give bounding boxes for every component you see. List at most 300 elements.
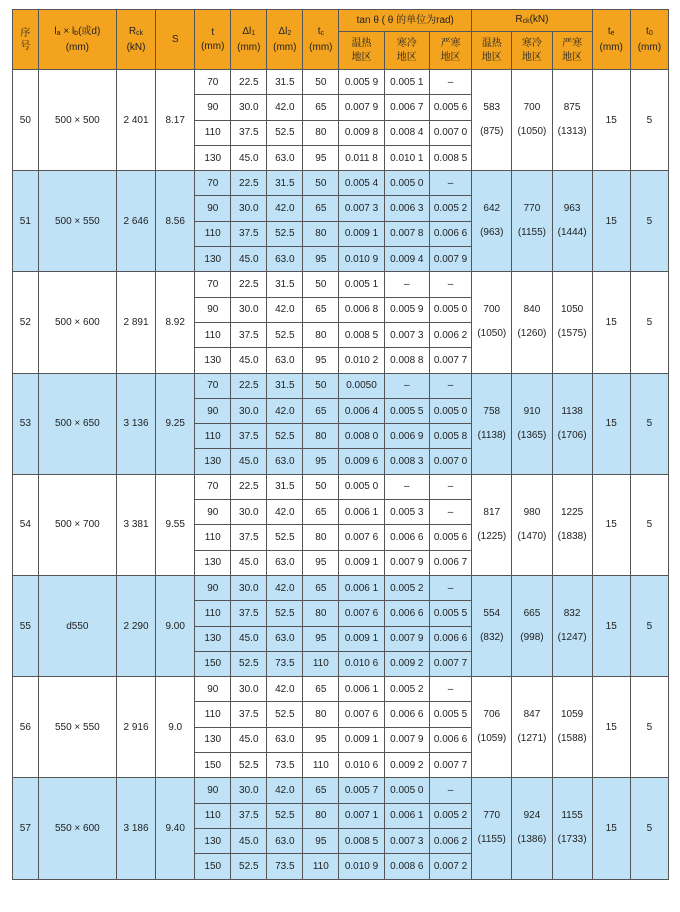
cell-tan-cold: 0.006 1 xyxy=(384,803,429,828)
cell-dl2: 42.0 xyxy=(267,575,303,600)
cell-t: 70 xyxy=(195,474,231,499)
cell-tan-warm: 0.009 6 xyxy=(339,449,384,474)
cell-s: 9.25 xyxy=(156,373,195,474)
cell-no: 50 xyxy=(13,70,39,171)
col-header-rcf: Rck(kN) xyxy=(472,10,592,32)
cell-rcf-severe xyxy=(552,171,592,272)
cell-tan-severe: – xyxy=(429,474,471,499)
cell-tan-severe: 0.007 0 xyxy=(429,449,471,474)
cell-tan-severe: 0.005 5 xyxy=(429,702,471,727)
cell-dl1: 45.0 xyxy=(231,828,267,853)
rcf-value-alt: (998) xyxy=(520,632,544,644)
cell-dl2: 52.5 xyxy=(267,803,303,828)
col-header-rcf-cold: 寒冷 地区 xyxy=(512,32,552,70)
cell-tan-warm: 0.007 1 xyxy=(339,803,384,828)
cell-t: 70 xyxy=(195,373,231,398)
cell-s: 8.17 xyxy=(156,70,195,171)
cell-dims: 500 × 600 xyxy=(38,272,116,373)
cell-dl1: 37.5 xyxy=(231,702,267,727)
cell-tc: 95 xyxy=(303,727,339,752)
cell-s: 9.40 xyxy=(156,778,195,879)
cell-dl1: 45.0 xyxy=(231,626,267,651)
cell-rcf-severe xyxy=(552,474,592,575)
cell-tan-warm: 0.010 6 xyxy=(339,651,384,676)
cell-tan-cold: 0.006 7 xyxy=(384,95,429,120)
col-header-s: S xyxy=(156,10,195,70)
cell-dl1: 45.0 xyxy=(231,348,267,373)
rcf-value: 924 xyxy=(523,810,541,822)
cell-tan-severe: 0.005 8 xyxy=(429,424,471,449)
col-header-no: 序号 xyxy=(13,10,39,70)
col-header-dl2: Δl2 (mm) xyxy=(267,10,303,70)
cell-tan-severe: – xyxy=(429,677,471,702)
cell-tan-cold: 0.006 6 xyxy=(384,601,429,626)
table-row xyxy=(13,677,669,702)
cell-dl1: 37.5 xyxy=(231,424,267,449)
cell-te: 15 xyxy=(592,272,630,373)
cell-dims: 500 × 550 xyxy=(38,171,116,272)
cell-tc: 65 xyxy=(303,500,339,525)
cell-dl2: 52.5 xyxy=(267,424,303,449)
rcf-value-alt: (1050) xyxy=(517,126,547,138)
cell-no: 51 xyxy=(13,171,39,272)
cell-s: 9.0 xyxy=(156,677,195,778)
cell-tan-warm: 0.005 1 xyxy=(339,272,384,297)
cell-dl1: 45.0 xyxy=(231,449,267,474)
rcf-value: 583 xyxy=(483,102,501,114)
cell-t: 90 xyxy=(195,398,231,423)
cell-tan-severe: – xyxy=(429,272,471,297)
cell-rck: 2 646 xyxy=(116,171,155,272)
cell-t: 150 xyxy=(195,651,231,676)
cell-tan-warm: 0.008 5 xyxy=(339,322,384,347)
cell-tan-warm: 0.006 1 xyxy=(339,575,384,600)
cell-tan-severe: 0.006 6 xyxy=(429,626,471,651)
cell-t: 90 xyxy=(195,575,231,600)
cell-rcf-severe xyxy=(552,70,592,171)
cell-dl1: 30.0 xyxy=(231,398,267,423)
rcf-value: 758 xyxy=(483,405,501,417)
cell-tan-warm: 0.011 8 xyxy=(339,145,384,170)
table-row xyxy=(13,575,669,600)
cell-tc: 65 xyxy=(303,297,339,322)
rcf-value: 665 xyxy=(523,608,541,620)
cell-dl2: 42.0 xyxy=(267,500,303,525)
cell-tan-severe: – xyxy=(429,70,471,95)
cell-tan-severe: 0.007 7 xyxy=(429,753,471,778)
cell-dl2: 42.0 xyxy=(267,95,303,120)
rcf-value-alt: (1050) xyxy=(477,328,507,340)
cell-t: 130 xyxy=(195,449,231,474)
cell-dl1: 30.0 xyxy=(231,575,267,600)
cell-dl2: 63.0 xyxy=(267,626,303,651)
cell-tc: 110 xyxy=(303,651,339,676)
cell-tc: 110 xyxy=(303,854,339,879)
cell-t: 130 xyxy=(195,626,231,651)
cell-tc: 65 xyxy=(303,196,339,221)
col-header-t0: t0 (mm) xyxy=(630,10,668,70)
cell-rck: 2 916 xyxy=(116,677,155,778)
cell-dl2: 42.0 xyxy=(267,778,303,803)
cell-dl2: 63.0 xyxy=(267,449,303,474)
cell-tc: 50 xyxy=(303,171,339,196)
cell-dims: 500 × 650 xyxy=(38,373,116,474)
cell-dl1: 37.5 xyxy=(231,221,267,246)
cell-dl1: 52.5 xyxy=(231,753,267,778)
cell-tan-cold: 0.005 2 xyxy=(384,677,429,702)
cell-t: 90 xyxy=(195,297,231,322)
cell-t: 110 xyxy=(195,702,231,727)
cell-tan-cold: 0.005 0 xyxy=(384,778,429,803)
cell-tan-cold: – xyxy=(384,373,429,398)
cell-tc: 80 xyxy=(303,221,339,246)
cell-rcf-cold xyxy=(512,474,552,575)
cell-tan-severe: 0.007 2 xyxy=(429,854,471,879)
cell-tan-warm: 0.0050 xyxy=(339,373,384,398)
rcf-value: 1059 xyxy=(560,709,584,721)
rcf-value: 642 xyxy=(483,203,501,215)
cell-t: 90 xyxy=(195,500,231,525)
rcf-value-alt: (1575) xyxy=(557,328,587,340)
cell-tc: 80 xyxy=(303,601,339,626)
cell-t: 90 xyxy=(195,778,231,803)
cell-tan-cold: – xyxy=(384,474,429,499)
cell-rcf-cold xyxy=(512,171,552,272)
cell-tan-warm: 0.008 0 xyxy=(339,424,384,449)
cell-dl2: 73.5 xyxy=(267,854,303,879)
cell-tan-cold: 0.008 3 xyxy=(384,449,429,474)
cell-dl2: 63.0 xyxy=(267,348,303,373)
cell-tan-severe: – xyxy=(429,373,471,398)
cell-rck: 2 401 xyxy=(116,70,155,171)
cell-tan-warm: 0.009 1 xyxy=(339,727,384,752)
cell-tan-severe: – xyxy=(429,575,471,600)
cell-no: 53 xyxy=(13,373,39,474)
table-row xyxy=(13,373,669,398)
cell-tan-cold: 0.009 2 xyxy=(384,753,429,778)
cell-tan-cold: 0.005 5 xyxy=(384,398,429,423)
cell-dl2: 42.0 xyxy=(267,677,303,702)
rcf-value: 832 xyxy=(563,608,581,620)
cell-tan-cold: 0.007 8 xyxy=(384,221,429,246)
cell-tan-cold: 0.007 3 xyxy=(384,322,429,347)
col-header-tan-severe: 严寒 地区 xyxy=(429,32,471,70)
cell-rcf-warm xyxy=(472,70,512,171)
rcf-value: 1050 xyxy=(560,304,584,316)
col-header-dims: la × lb(或d) (mm) xyxy=(38,10,116,70)
rcf-value-alt: (1313) xyxy=(557,126,587,138)
cell-dl1: 30.0 xyxy=(231,196,267,221)
cell-tan-severe: 0.007 7 xyxy=(429,651,471,676)
cell-dl1: 37.5 xyxy=(231,120,267,145)
cell-tan-warm: 0.006 1 xyxy=(339,500,384,525)
cell-tan-warm: 0.005 0 xyxy=(339,474,384,499)
cell-tan-warm: 0.010 2 xyxy=(339,348,384,373)
cell-rck: 3 136 xyxy=(116,373,155,474)
table-body xyxy=(13,70,669,880)
cell-dims: d550 xyxy=(38,575,116,676)
cell-dl2: 52.5 xyxy=(267,525,303,550)
cell-tan-severe: 0.005 2 xyxy=(429,196,471,221)
cell-rcf-warm xyxy=(472,272,512,373)
cell-t: 150 xyxy=(195,854,231,879)
rcf-value-alt: (1706) xyxy=(557,429,587,441)
cell-dl2: 52.5 xyxy=(267,120,303,145)
cell-tc: 95 xyxy=(303,247,339,272)
rcf-value-alt: (1588) xyxy=(557,733,587,745)
rcf-value: 706 xyxy=(483,709,501,721)
cell-dl2: 42.0 xyxy=(267,196,303,221)
cell-dims: 500 × 500 xyxy=(38,70,116,171)
cell-tan-cold: 0.005 2 xyxy=(384,575,429,600)
cell-tan-cold: 0.007 3 xyxy=(384,828,429,853)
cell-tan-warm: 0.007 6 xyxy=(339,702,384,727)
rcf-value: 1225 xyxy=(560,506,584,518)
cell-te: 15 xyxy=(592,677,630,778)
cell-tan-severe: 0.006 2 xyxy=(429,828,471,853)
cell-tan-warm: 0.007 6 xyxy=(339,525,384,550)
cell-tan-severe: 0.006 6 xyxy=(429,221,471,246)
cell-tan-warm: 0.008 5 xyxy=(339,828,384,853)
rcf-value: 770 xyxy=(523,203,541,215)
cell-dl1: 45.0 xyxy=(231,247,267,272)
cell-tan-cold: 0.006 6 xyxy=(384,525,429,550)
cell-s: 8.56 xyxy=(156,171,195,272)
cell-s: 9.00 xyxy=(156,575,195,676)
cell-tc: 65 xyxy=(303,95,339,120)
cell-dl1: 45.0 xyxy=(231,727,267,752)
rcf-value-alt: (1444) xyxy=(557,227,587,239)
cell-t: 110 xyxy=(195,601,231,626)
cell-te: 15 xyxy=(592,171,630,272)
cell-tan-severe: 0.006 7 xyxy=(429,550,471,575)
cell-dl1: 37.5 xyxy=(231,803,267,828)
rcf-value-alt: (1155) xyxy=(477,834,506,846)
cell-tan-cold: 0.007 9 xyxy=(384,550,429,575)
cell-dl1: 30.0 xyxy=(231,677,267,702)
cell-tan-severe: – xyxy=(429,778,471,803)
cell-t0: 5 xyxy=(630,373,668,474)
rcf-value: 770 xyxy=(483,810,501,822)
cell-tc: 80 xyxy=(303,803,339,828)
cell-te: 15 xyxy=(592,575,630,676)
cell-dl1: 45.0 xyxy=(231,145,267,170)
cell-dl2: 63.0 xyxy=(267,828,303,853)
cell-te: 15 xyxy=(592,778,630,879)
cell-dl2: 31.5 xyxy=(267,171,303,196)
cell-dl1: 22.5 xyxy=(231,272,267,297)
cell-tan-warm: 0.009 1 xyxy=(339,550,384,575)
cell-tan-warm: 0.005 7 xyxy=(339,778,384,803)
cell-tan-severe: 0.006 2 xyxy=(429,322,471,347)
cell-tc: 95 xyxy=(303,145,339,170)
cell-tan-cold: 0.008 8 xyxy=(384,348,429,373)
cell-rck: 2 290 xyxy=(116,575,155,676)
table-row xyxy=(13,171,669,196)
cell-tc: 80 xyxy=(303,120,339,145)
cell-t: 90 xyxy=(195,677,231,702)
cell-dl2: 73.5 xyxy=(267,651,303,676)
cell-dl2: 52.5 xyxy=(267,601,303,626)
cell-t: 130 xyxy=(195,550,231,575)
cell-t0: 5 xyxy=(630,171,668,272)
cell-rcf-severe xyxy=(552,677,592,778)
cell-dl1: 22.5 xyxy=(231,474,267,499)
cell-tc: 65 xyxy=(303,778,339,803)
cell-rcf-cold xyxy=(512,373,552,474)
rcf-value-alt: (832) xyxy=(480,632,504,644)
cell-dl1: 22.5 xyxy=(231,171,267,196)
cell-t: 110 xyxy=(195,525,231,550)
cell-dl1: 22.5 xyxy=(231,70,267,95)
rcf-value-alt: (875) xyxy=(480,126,504,138)
cell-t: 110 xyxy=(195,803,231,828)
cell-tan-severe: 0.005 6 xyxy=(429,95,471,120)
cell-dl1: 52.5 xyxy=(231,854,267,879)
rcf-value: 700 xyxy=(523,102,541,114)
cell-tan-warm: 0.006 8 xyxy=(339,297,384,322)
cell-dl2: 52.5 xyxy=(267,322,303,347)
col-header-rcf-warm: 温热 地区 xyxy=(472,32,512,70)
col-header-tan-cold: 寒冷 地区 xyxy=(384,32,429,70)
cell-rcf-cold xyxy=(512,677,552,778)
cell-tan-cold: 0.007 9 xyxy=(384,626,429,651)
cell-dl2: 63.0 xyxy=(267,145,303,170)
col-header-tan-theta: tan θ ( θ 的单位为rad) xyxy=(339,10,472,32)
rcf-value-alt: (963) xyxy=(480,227,504,239)
cell-dl1: 22.5 xyxy=(231,373,267,398)
cell-tan-warm: 0.010 6 xyxy=(339,753,384,778)
cell-tan-cold: 0.005 1 xyxy=(384,70,429,95)
cell-tan-severe: 0.006 6 xyxy=(429,727,471,752)
cell-rcf-cold xyxy=(512,778,552,879)
col-header-tan-warm: 温热 地区 xyxy=(339,32,384,70)
cell-tan-cold: 0.008 6 xyxy=(384,854,429,879)
rcf-value-alt: (1271) xyxy=(517,733,547,745)
cell-rcf-severe xyxy=(552,778,592,879)
cell-dims: 550 × 550 xyxy=(38,677,116,778)
cell-t: 110 xyxy=(195,221,231,246)
cell-t: 90 xyxy=(195,95,231,120)
cell-s: 9.55 xyxy=(156,474,195,575)
cell-rcf-warm xyxy=(472,474,512,575)
cell-tan-severe: 0.005 5 xyxy=(429,601,471,626)
table-header xyxy=(13,10,669,70)
cell-tan-warm: 0.006 1 xyxy=(339,677,384,702)
cell-dl2: 31.5 xyxy=(267,474,303,499)
rcf-value: 847 xyxy=(523,709,541,721)
cell-tc: 80 xyxy=(303,322,339,347)
cell-no: 54 xyxy=(13,474,39,575)
cell-tan-severe: 0.007 9 xyxy=(429,247,471,272)
cell-tan-severe: 0.005 6 xyxy=(429,525,471,550)
cell-tan-cold: 0.006 6 xyxy=(384,702,429,727)
rcf-value-alt: (1138) xyxy=(477,429,506,441)
cell-t: 110 xyxy=(195,424,231,449)
cell-t: 90 xyxy=(195,196,231,221)
cell-tc: 80 xyxy=(303,525,339,550)
cell-tan-cold: 0.005 9 xyxy=(384,297,429,322)
cell-rck: 3 186 xyxy=(116,778,155,879)
cell-tan-cold: 0.007 9 xyxy=(384,727,429,752)
cell-tan-severe: 0.005 0 xyxy=(429,297,471,322)
cell-dl2: 31.5 xyxy=(267,373,303,398)
cell-tan-warm: 0.009 1 xyxy=(339,221,384,246)
cell-rcf-severe xyxy=(552,373,592,474)
rcf-value-alt: (1733) xyxy=(557,834,587,846)
table-row xyxy=(13,474,669,499)
cell-te: 15 xyxy=(592,474,630,575)
cell-dl2: 52.5 xyxy=(267,221,303,246)
rcf-value-alt: (1260) xyxy=(517,328,547,340)
bearing-spec-table xyxy=(12,9,669,880)
cell-rcf-warm xyxy=(472,373,512,474)
rcf-value: 1138 xyxy=(561,405,583,417)
cell-s: 8.92 xyxy=(156,272,195,373)
cell-tan-cold: 0.005 0 xyxy=(384,171,429,196)
cell-tan-cold: 0.010 1 xyxy=(384,145,429,170)
bearing-spec-table-wrapper xyxy=(12,9,669,880)
cell-t: 110 xyxy=(195,322,231,347)
cell-tan-warm: 0.009 1 xyxy=(339,626,384,651)
cell-dl1: 30.0 xyxy=(231,297,267,322)
cell-tc: 50 xyxy=(303,272,339,297)
cell-rcf-cold xyxy=(512,575,552,676)
cell-tan-severe: 0.007 7 xyxy=(429,348,471,373)
cell-dl2: 63.0 xyxy=(267,550,303,575)
cell-rcf-severe xyxy=(552,575,592,676)
cell-tan-cold: 0.006 9 xyxy=(384,424,429,449)
rcf-value: 980 xyxy=(523,506,541,518)
cell-rcf-cold xyxy=(512,272,552,373)
rcf-value-alt: (1247) xyxy=(557,632,587,644)
cell-tan-cold: – xyxy=(384,272,429,297)
cell-dl1: 30.0 xyxy=(231,500,267,525)
cell-tc: 80 xyxy=(303,424,339,449)
cell-rcf-warm xyxy=(472,171,512,272)
cell-tan-warm: 0.006 4 xyxy=(339,398,384,423)
cell-dims: 550 × 600 xyxy=(38,778,116,879)
cell-tc: 95 xyxy=(303,550,339,575)
col-header-t: t (mm) xyxy=(195,10,231,70)
cell-tc: 95 xyxy=(303,626,339,651)
cell-dl2: 73.5 xyxy=(267,753,303,778)
cell-t: 130 xyxy=(195,247,231,272)
cell-tan-warm: 0.007 9 xyxy=(339,95,384,120)
cell-no: 55 xyxy=(13,575,39,676)
cell-tan-severe: 0.005 2 xyxy=(429,803,471,828)
cell-tan-severe: 0.005 0 xyxy=(429,398,471,423)
cell-tan-warm: 0.005 9 xyxy=(339,70,384,95)
cell-dl2: 42.0 xyxy=(267,398,303,423)
cell-tan-cold: 0.009 2 xyxy=(384,651,429,676)
cell-tc: 50 xyxy=(303,373,339,398)
cell-tan-cold: 0.008 4 xyxy=(384,120,429,145)
cell-tan-warm: 0.007 6 xyxy=(339,601,384,626)
rcf-value: 700 xyxy=(483,304,501,316)
cell-t0: 5 xyxy=(630,272,668,373)
cell-dl2: 42.0 xyxy=(267,297,303,322)
cell-tc: 95 xyxy=(303,828,339,853)
cell-dl2: 52.5 xyxy=(267,702,303,727)
cell-tan-severe: – xyxy=(429,500,471,525)
cell-t: 70 xyxy=(195,70,231,95)
cell-dl1: 30.0 xyxy=(231,778,267,803)
cell-dl2: 31.5 xyxy=(267,70,303,95)
rcf-value-alt: (1386) xyxy=(517,834,547,846)
cell-te: 15 xyxy=(592,70,630,171)
cell-dl1: 30.0 xyxy=(231,95,267,120)
